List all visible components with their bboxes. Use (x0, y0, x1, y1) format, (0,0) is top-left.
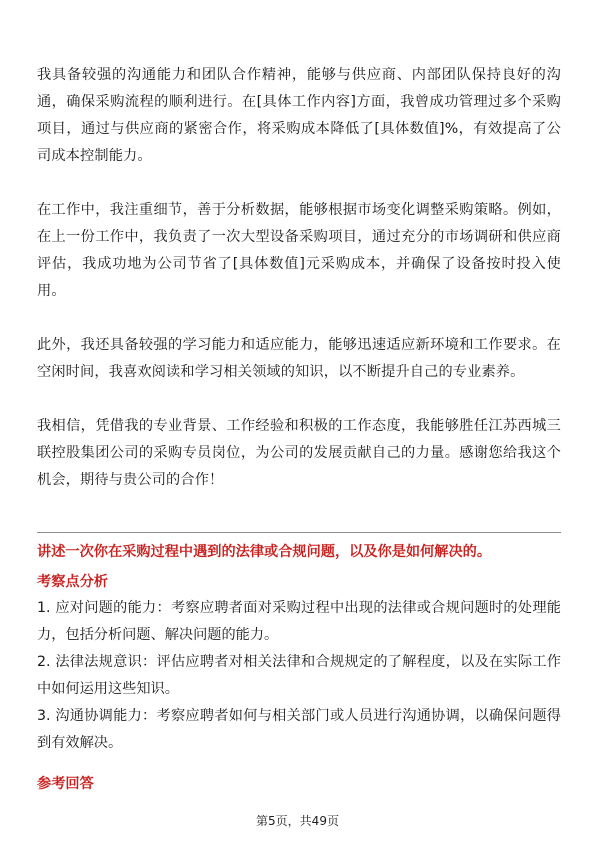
question-section (37, 539, 561, 797)
question-heading: 讲述一次你在采购过程中遇到的法律或合规问题，以及你是如何解决的。 (37, 544, 492, 560)
body-paragraph-3: 此外，我还具备较强的学习能力和适应能力，能够迅速适应新环境和工作要求。在空闲时间，我喜欢阅读和学习相关领域的知识，以不断提升自己的专业素养。 (37, 337, 561, 380)
analysis-point-2: 2. 法律法规意识：评估应聘者对相关法律和合规规定的了解程度，以及在实际工作中如何运用这些知识。 (37, 654, 561, 697)
answer-body (37, 62, 561, 494)
body-paragraph-4: 我相信，凭借我的专业背景、工作经验和积极的工作态度，我能够胜任江苏西城三联控股集团公司的采购专员岗位，为公司的发展贡献自己的力量。感谢您给我这个机会，期待与贵公司的合作！ (37, 418, 561, 488)
analysis-heading: 考察点分析 (37, 574, 108, 590)
analysis-point-1: 1. 应对问题的能力：考察应聘者面对采购过程中出现的法律或合规问题时的处理能力，包括分析问题、解决问题的能力。 (37, 600, 561, 643)
section-divider (37, 532, 561, 533)
body-paragraph-2: 在工作中，我注重细节，善于分析数据，能够根据市场变化调整采购策略。例如，在上一份工作中，我负责了一次大型设备采购项目，通过充分的市场调研和供应商评估，我成功地为公司节省了[具体数值]元采购成本，并确保了设备按时投入使用。 (37, 202, 561, 299)
body-paragraph-1: 我具备较强的沟通能力和团队合作精神，能够与供应商、内部团队保持良好的沟通，确保采购流程的顺利进行。在[具体工作内容]方面，我曾成功管理过多个采购项目，通过与供应商的紧密合作，将采购成本降低了[具体数值]%，有效提高了公司成本控制能力。 (37, 67, 561, 164)
reference-answer-heading: 参考回答 (37, 776, 94, 792)
page-number-footer: 第5页，共49页 (256, 814, 339, 828)
analysis-point-3: 3. 沟通协调能力：考察应聘者如何与相关部门或人员进行沟通协调，以确保问题得到有效解决。 (37, 708, 561, 751)
